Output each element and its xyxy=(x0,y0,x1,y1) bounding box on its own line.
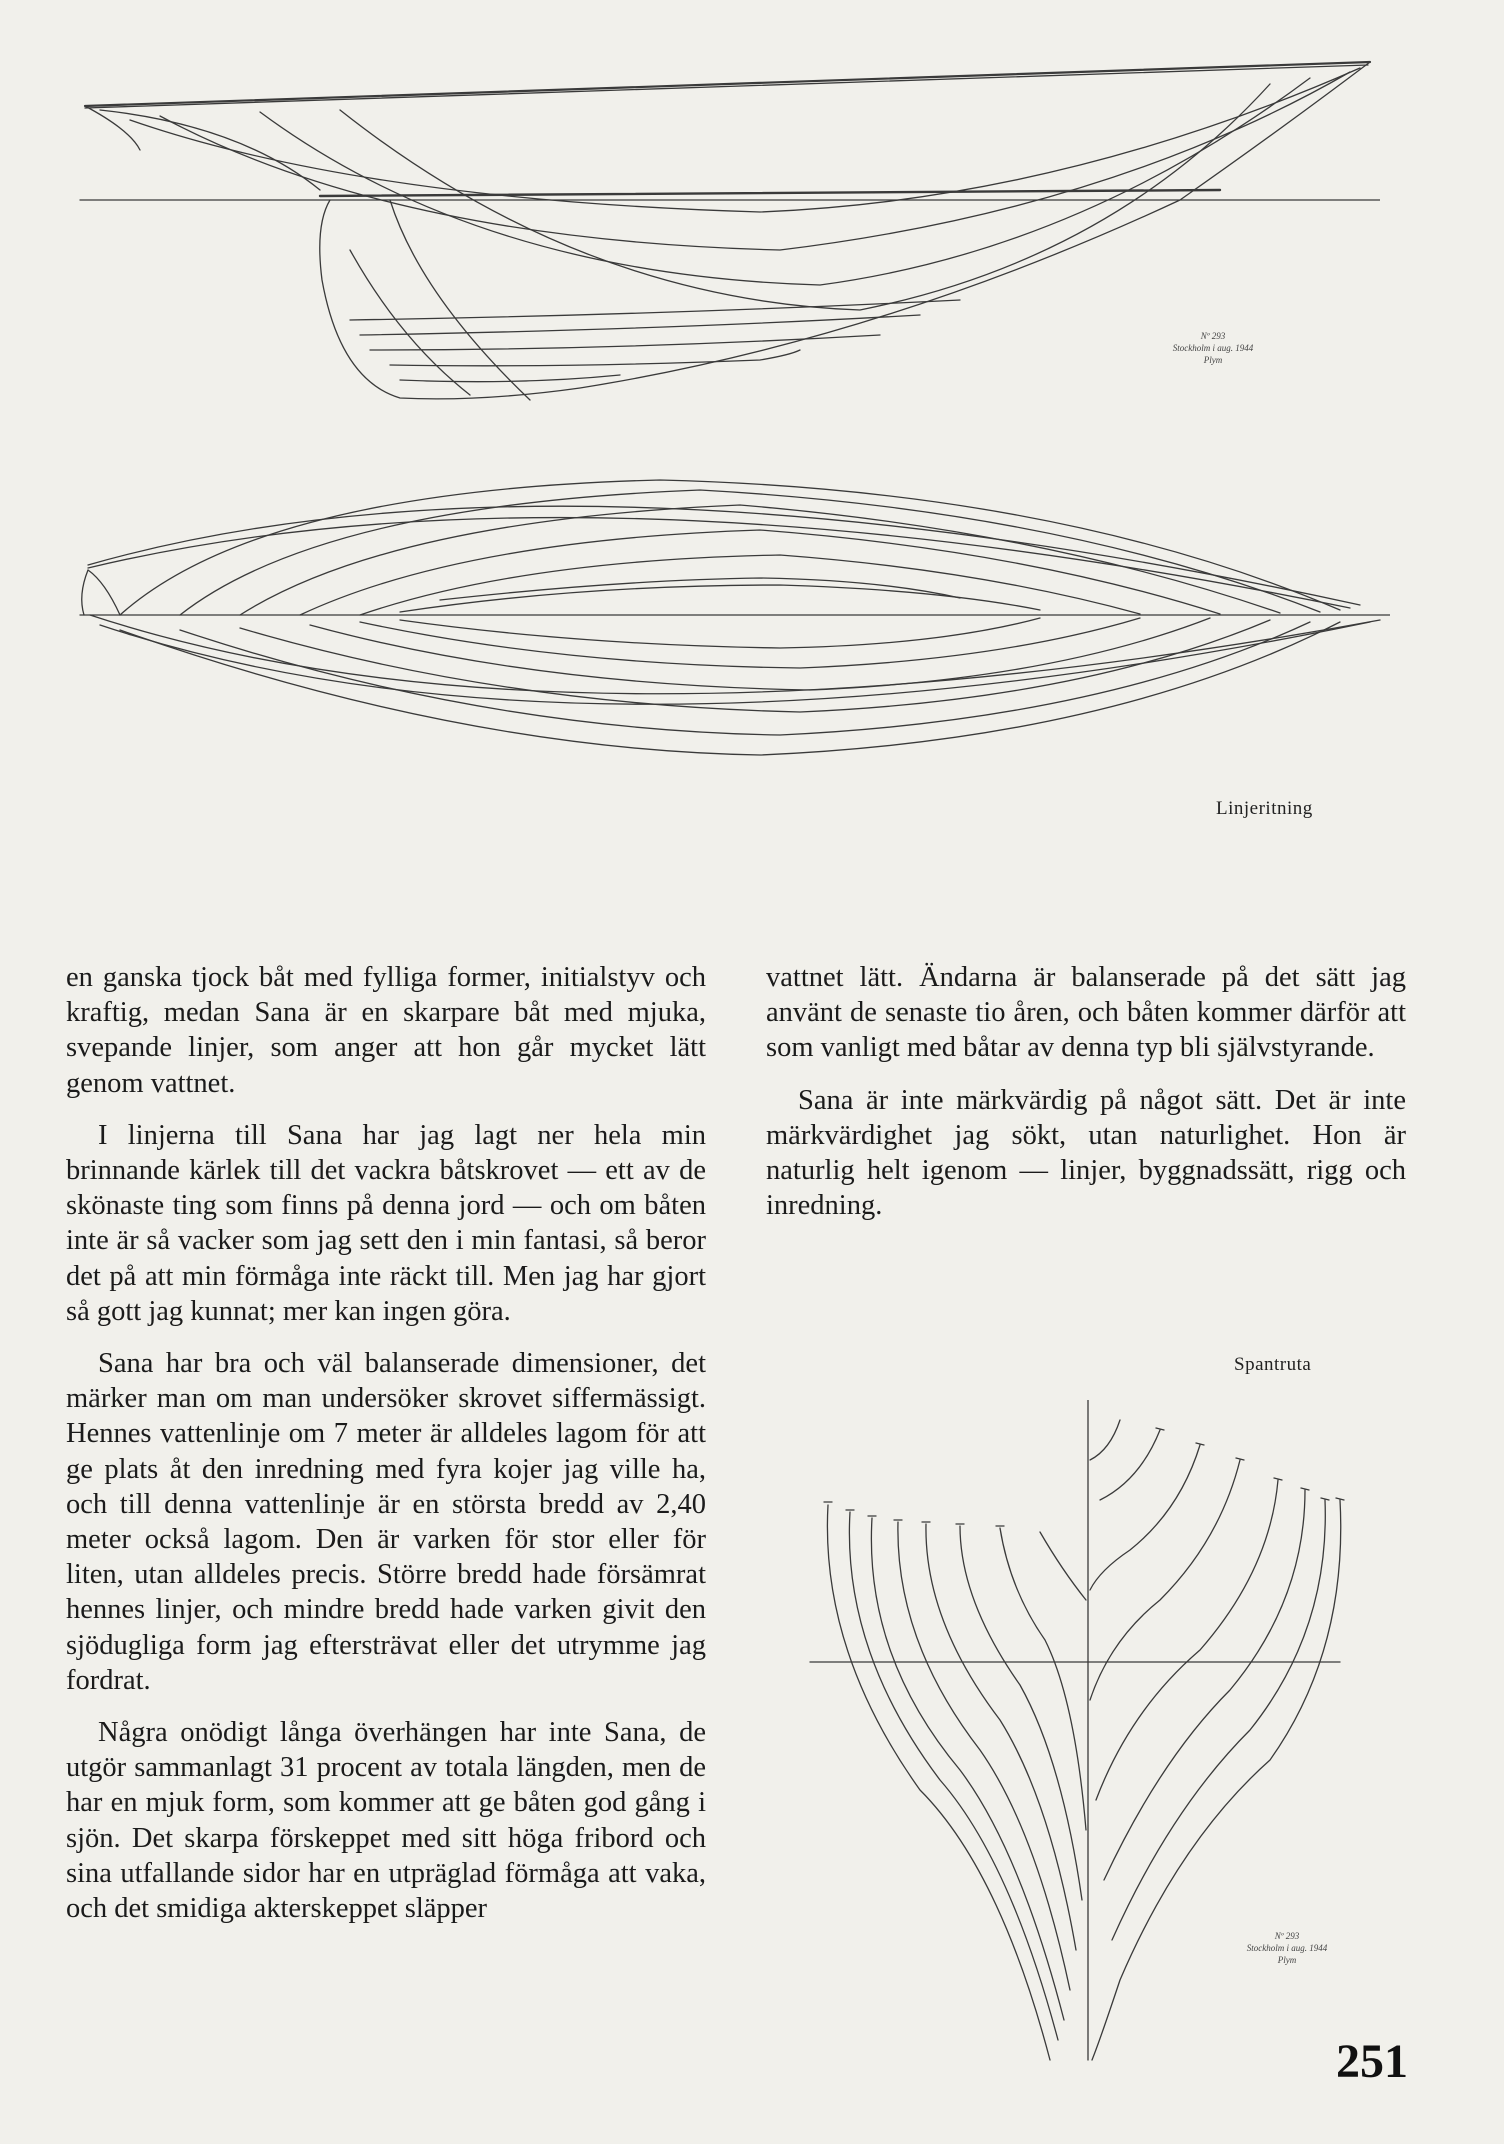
body-plan-drawing xyxy=(800,1400,1360,2070)
drawing-signature-top xyxy=(1148,330,1278,366)
page-number: 251 xyxy=(1336,2035,1408,2088)
drawing-number: Nº 293 xyxy=(1274,1931,1300,1941)
drawing-number: Nº 293 xyxy=(1200,331,1226,341)
frame-drawing-caption: Spantruta xyxy=(1234,1354,1312,1375)
right-text-column xyxy=(766,960,1406,1240)
paragraph: I linjerna till Sana har jag lagt ner hela min brinnande kärlek till det vackra båtskrovet — ett av de skönaste ting som finns på denna jord — och om båten inte är så vacker som jag sett den i min fantasi, så beror det på att min förmåga inte räckt till. Men jag har gjort så gott jag kunnat; mer kan ingen göra. xyxy=(66,1119,706,1327)
drawing-signature: Plym xyxy=(1277,1955,1297,1965)
drawing-place-date: Stockholm i aug. 1944 xyxy=(1172,343,1254,353)
paragraph: Sana har bra och väl balanserade dimensioner, det märker man om man undersöker skrovet siffermässigt. Hennes vattenlinje om 7 meter är alldeles lagom för att ge plats åt den inredning med fyra kojer jag ville ha, och till denna vattenlinje är en största bredd av 2,40 meter också lagom. Den är varken för stor eller för liten, utan alldeles precis. Större bredd hade försämrat hennes linjer, och mindre bredd hade varken givit den sjödugliga form jag eftersträvat eller det utrymme jag fordrat. xyxy=(66,1348,706,1696)
paragraph: vattnet lätt. Ändarna är balanserade på det sätt jag använt de senaste tio åren, och båten kommer därför att som vanligt med båtar av denna typ bli självstyrande. xyxy=(766,962,1406,1064)
drawing-signature-bottom xyxy=(1232,1930,1342,1966)
drawing-signature: Plym xyxy=(1203,355,1223,365)
lines-drawing-caption: Linjeritning xyxy=(1216,798,1313,819)
drawing-place-date: Stockholm i aug. 1944 xyxy=(1246,1943,1328,1953)
paragraph: Några onödigt långa överhängen har inte Sana, de utgör sammanlagt 31 procent av totala längden, men de har en mjuk form, som kommer att ge båten god gång i sjön. Det skarpa förskeppet med sitt höga fribord och sina utfallande sidor har en utpräglad förmåga att vaka, och det smidiga akterskeppet släpper xyxy=(66,1717,706,1925)
paragraph: en ganska tjock båt med fylliga former, initialstyv och kraftig, medan Sana är en skarpare båt med mjuka, svepande linjer, som anger att hon går mycket lätt genom vattnet. xyxy=(66,962,706,1099)
paragraph: Sana är inte märkvärdig på något sätt. Det är inte märkvärdighet jag sökt, utan naturlighet. Hon är naturlig helt igenom — linjer, byggnadssätt, rigg och inredning. xyxy=(766,1084,1406,1222)
half-breadth-drawing xyxy=(60,450,1390,790)
left-text-column xyxy=(66,960,706,1943)
